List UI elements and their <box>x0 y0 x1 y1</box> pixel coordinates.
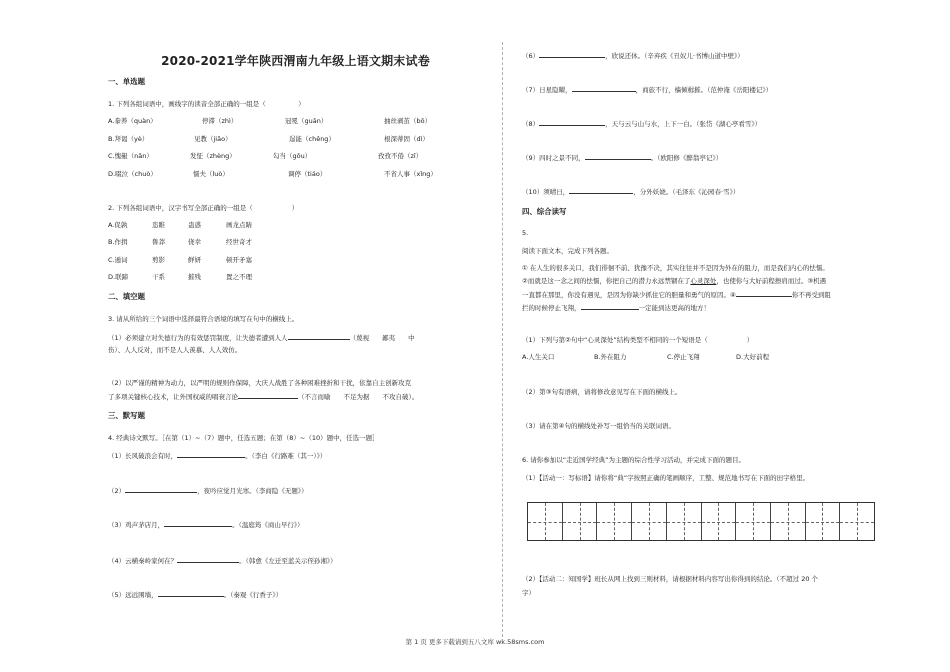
q4-l2-text-b: ，夜吟应觉月光寒。（李商隐《无题》） <box>197 487 308 495</box>
q4-l8-blank[interactable] <box>539 119 605 126</box>
q1-c-3: 勾当（gōu） <box>273 152 312 160</box>
question-3-stem: 3. 请从所给的三个词语中选择最符合语境的填写在句中的横线上。 <box>108 315 299 323</box>
q4-l4-blank[interactable] <box>177 556 239 563</box>
passage-line-3 <box>522 290 831 300</box>
passage-blank-1[interactable] <box>736 290 792 297</box>
q3-p2-text-b: 了多项关键核心技术，让外国权威的唱衰言论 <box>108 393 238 401</box>
q1-d-1: D.啜泣（chuò） <box>108 170 157 178</box>
q5-opt-c: C.停止飞翔 <box>667 353 700 361</box>
q3-p1-blank[interactable] <box>288 333 350 340</box>
q1-a-1: A.豢养（quàn） <box>108 117 157 125</box>
q1-a-4: 抽丝剥茧（bō） <box>384 117 432 125</box>
q5-sub-2: （2）第③句有语病，请将修改意见写在下面的横线上。 <box>522 388 682 396</box>
q2-b-3: 侥幸 <box>188 238 201 246</box>
q3-p2-text-c: （不言而喻 不足为据 不攻自破）。 <box>298 393 419 401</box>
passage-l3-a: 一直都在那里，你没有遇见，是因为你缺少抓住它的胆量和勇气的原因。④ <box>522 291 736 299</box>
question-5-number: 5. <box>522 229 529 237</box>
q1-c-1: C.愧赧（nǎn） <box>108 152 153 160</box>
passage-l4-a: 拦的时候停止飞翔， <box>522 304 581 312</box>
q2-c-3: 鲜妍 <box>188 256 201 264</box>
q5-opt-a: A.人生关口 <box>522 353 555 361</box>
q4-l2-blank[interactable] <box>125 486 197 493</box>
grid-cell[interactable] <box>632 503 667 540</box>
grid-cell[interactable] <box>736 503 771 540</box>
q4-l10-text-a: （10）须晴日， <box>522 188 570 196</box>
q4-line-1 <box>108 451 326 461</box>
q4-line-7 <box>522 85 772 95</box>
tianzige-grid[interactable] <box>527 502 875 541</box>
q3-p2-blank[interactable] <box>238 392 298 399</box>
q1-d-3: 调停（tiáo） <box>288 170 327 178</box>
q6-activity-2-cont: 字） <box>522 589 535 597</box>
q1-b-1: B.拜谒（yè） <box>108 135 149 143</box>
q2-a-1: A.促孰 <box>108 221 128 229</box>
q3-p2-line2 <box>108 392 418 402</box>
q4-l6-blank[interactable] <box>539 51 605 58</box>
grid-cell[interactable] <box>528 503 563 540</box>
q5-opt-b: B.外在阻力 <box>594 353 627 361</box>
column-divider <box>502 42 503 637</box>
q2-b-4: 经世奇才 <box>226 238 252 246</box>
q1-a-2: 停滞（zhì） <box>202 117 238 125</box>
passage-line-2 <box>522 277 826 286</box>
q4-l5-blank[interactable] <box>158 590 224 597</box>
q5-sub-3: （3）请在第④句的横线处补写一组恰当的关联词语。 <box>522 422 675 430</box>
q2-d-1: D.联蹄 <box>108 273 129 281</box>
q4-l9-text-a: （9）四时之景不同， <box>522 154 585 162</box>
q4-l3-blank[interactable] <box>164 520 232 527</box>
q3-p1-text-b: （蔑视 鄙夷 中 <box>349 334 415 342</box>
passage-l2-a: ②而就是这一念之间的怯懦，你把自己的潜力永远禁锢在了 <box>522 277 691 285</box>
q2-b-2: 鲁莽 <box>152 238 165 246</box>
q2-a-3: 蛊惑 <box>188 221 201 229</box>
q2-d-2: 干系 <box>152 273 165 281</box>
q4-line-2 <box>108 486 308 496</box>
q4-line-10 <box>522 187 739 197</box>
q4-l9-text-b: 。（欧阳修《醉翁亭记》） <box>650 154 723 162</box>
passage-line-4 <box>522 303 710 313</box>
grid-cell[interactable] <box>702 503 737 540</box>
page-title: 2020-2021学年陕西渭南九年级上语文期末试卷 <box>161 54 430 68</box>
q1-b-3: 逞能（chěng） <box>289 135 335 143</box>
q4-line-5 <box>108 590 282 600</box>
q4-line-9 <box>522 153 722 163</box>
grid-cell[interactable] <box>667 503 702 540</box>
q5-sub-1: （1）下列与第②句中“心灵深处”结构类型不相同的一个短语是（ ） <box>522 336 754 344</box>
q1-d-4: 不省人事（xǐng） <box>384 170 437 178</box>
q2-d-3: 摧残 <box>188 273 201 281</box>
q4-l5-text-a: （5）远远围墙， <box>108 591 158 599</box>
passage-l4-b: 一定能到达更高的地方！ <box>638 304 710 312</box>
q4-l10-text-b: ，分外妖娆。（毛泽东《沁园春·雪》） <box>633 188 740 196</box>
question-6-stem: 6. 请你参加以“走近国学经典”为主题的综合性学习活动，并完成下面的题目。 <box>522 456 746 464</box>
q4-l7-blank[interactable] <box>572 85 636 92</box>
q4-l7-text-b: ，商旅不行，樯倾楫摧。（范仲淹《岳阳楼记》） <box>635 86 773 94</box>
q2-c-4: 顿开矛塞 <box>226 256 252 264</box>
question-4-stem: 4. 经典诗文默写。［在第（1）~（7）题中，任选五题；在第（8）~（10）题中，任选一题］ <box>108 434 379 442</box>
passage-line-1: ① 在人生的很多关口，我们徘徊不前、犹豫不决，其实往往并不是因为外在的阻力，而是我们内心的怯懦。 <box>522 264 829 272</box>
section-heading-dictation: 三、默写题 <box>108 411 145 420</box>
q2-a-4: 画龙点睛 <box>226 221 252 229</box>
q4-l8-text-b: ，天与云与山与水，上下一白。（张岱《湖心亭看雪》） <box>605 120 762 128</box>
passage-blank-2[interactable] <box>581 303 639 310</box>
grid-cell[interactable] <box>597 503 632 540</box>
section-heading-fill-blank: 二、填空题 <box>108 292 145 301</box>
q2-b-1: B.作揖 <box>108 238 128 246</box>
q4-l4-text-a: （4）云横秦岭家何在？ <box>108 557 178 565</box>
q4-l7-text-a: （7）日星隐曜， <box>522 86 572 94</box>
q4-l6-text-a: （6） <box>522 52 540 60</box>
q4-l3-text-a: （3）鸡声茅店月， <box>108 521 165 529</box>
q4-line-3 <box>108 520 304 530</box>
passage-l3-b: 你不再受到阻 <box>791 291 831 299</box>
q4-l1-text-a: （1）长风破浪会有时， <box>108 452 178 460</box>
question-1-stem: 1. 下列各组词语中，画线字的读音全部正确的一组是（ ） <box>108 100 305 108</box>
question-3-part-1 <box>108 333 415 343</box>
question-3-part-2: （2）以严谨的精神为动力，以严明的规则作保障，大庆人战胜了各种困难挫折和干扰，依靠自主创新攻克 <box>108 379 412 387</box>
q6-activity-1: （1）【活动一：写标语】请你将“典”字按照正确的笔画顺序，工整、规范地书写在下面的田字格里。 <box>522 474 810 482</box>
q4-l10-blank[interactable] <box>569 187 633 194</box>
q2-d-4: 置之不理 <box>226 273 252 281</box>
section-heading-single-choice: 一、单选题 <box>108 77 145 86</box>
grid-cell[interactable] <box>840 503 874 540</box>
q2-c-2: 剪影 <box>152 256 165 264</box>
q6-activity-2: （2）【活动二：知国学】班长从网上找到三则材料，请根据材料内容写出你得到的结论。（不超过 20 个 <box>522 575 819 583</box>
grid-cell[interactable] <box>806 503 841 540</box>
q1-c-2: 发怔（zhèng） <box>190 152 236 160</box>
q4-l8-text-a: （8） <box>522 120 540 128</box>
grid-cell[interactable] <box>563 503 598 540</box>
q2-c-1: C.遁词 <box>108 256 128 264</box>
q4-l9-blank[interactable] <box>585 153 651 160</box>
q4-l3-text-b: 。（温庭筠《商山早行》） <box>232 521 304 529</box>
question-2-stem: 2. 下列各组词语中，汉字书写全部正确的一组是（ ） <box>108 204 299 212</box>
q4-l2-text-a: （2） <box>108 487 126 495</box>
q4-l5-text-b: 。（秦观《行香子》） <box>223 591 283 599</box>
q4-line-6 <box>522 51 744 61</box>
q1-d-2: 懦夫（luò） <box>193 170 229 178</box>
section-heading-reading-writing: 四、综合读写 <box>522 207 567 216</box>
q1-c-4: 孜孜不倦（zī） <box>378 152 423 160</box>
q4-l1-blank[interactable] <box>177 451 245 458</box>
q1-a-3: 冠冕（guān） <box>285 117 328 125</box>
q2-a-2: 恣睢 <box>152 221 165 229</box>
q4-line-4 <box>108 556 337 566</box>
q4-l6-text-b: ，欣说还休。（辛弃疾《丑奴儿·书博山道中壁》） <box>605 52 744 60</box>
question-5-intro: 阅读下面文本，完成下列各题。 <box>522 247 613 255</box>
passage-l2-b: ，也使你与大好前程擦肩而过。③机遇 <box>716 277 827 285</box>
q1-b-2: 见教（jiāo） <box>194 135 232 143</box>
q4-l4-text-b: 。（韩愈《左迁至蓝关示侄孙湘》） <box>239 557 337 565</box>
q5-opt-d: D.大好前程 <box>736 353 770 361</box>
page-footer: 第 1 页 更多下载请到五八文库 wk.58sms.com <box>405 638 545 646</box>
q4-line-8 <box>522 119 761 129</box>
grid-cell[interactable] <box>771 503 806 540</box>
q1-b-4: 根深蒂固（dì） <box>384 135 429 143</box>
q3-p1-text-a: （1）必须建立对失德行为的有效惩罚制度，让失德者遭到人人 <box>108 334 288 342</box>
passage-underlined-phrase: 心灵深处 <box>690 277 717 285</box>
q4-l1-text-b: 。（李白《行路难（其一）》） <box>245 452 327 460</box>
q3-p1-cont: 伤）、人人反对，而不是人人羡慕、人人效仿。 <box>108 346 242 354</box>
